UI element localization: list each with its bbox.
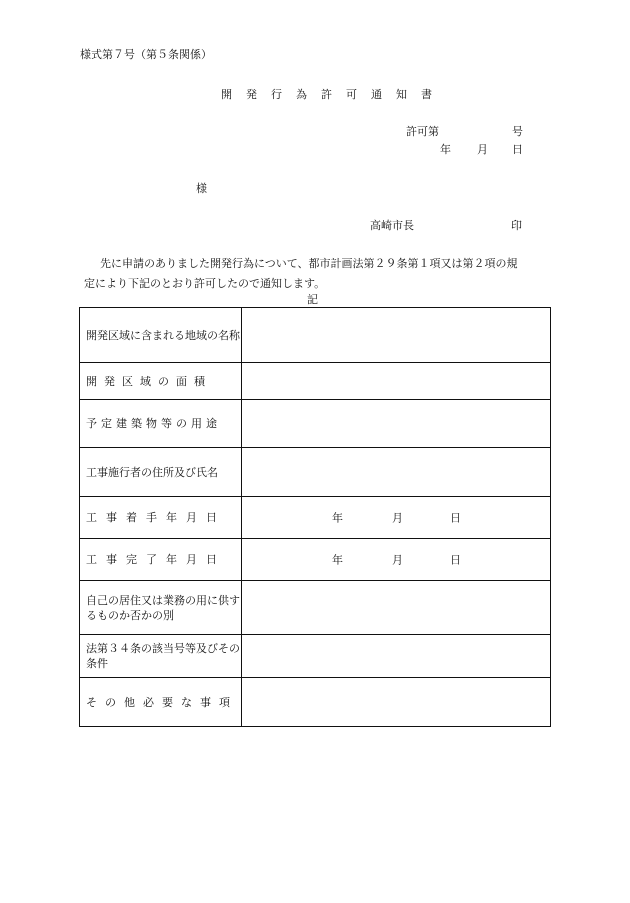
issue-year: 年 [440, 143, 451, 156]
row-value-end-date [242, 539, 551, 581]
addressee-suffix: 様 [196, 182, 207, 195]
row-value-area-size [242, 363, 551, 400]
table-row [80, 308, 551, 363]
ki-heading: 記 [307, 293, 318, 306]
start-month: 月 [392, 511, 403, 524]
end-month: 月 [392, 553, 403, 566]
end-year: 年 [332, 553, 343, 566]
issue-month: 月 [477, 143, 488, 156]
start-day: 日 [450, 511, 461, 524]
table-row [80, 400, 551, 448]
row-label-article-34: 法第３４条の該当号等及びその条件 [80, 635, 242, 678]
notice-body [80, 254, 560, 294]
row-label-area-name: 開発区域に含まれる地域の名称 [80, 308, 242, 363]
row-value-start-date [242, 497, 551, 539]
permit-prefix: 許可 [406, 125, 428, 138]
details-table [79, 307, 551, 727]
row-label-contractor: 工事施行者の住所及び氏名 [80, 448, 242, 497]
table-row [80, 581, 551, 635]
table-row [80, 363, 551, 400]
table-row [80, 539, 551, 581]
table-row [80, 678, 551, 727]
row-value-building-use [242, 400, 551, 448]
permit-go: 号 [512, 125, 523, 138]
form-number: 様式第７号（第５条関係） [80, 48, 212, 61]
row-label-other: その他必要な事項 [80, 678, 242, 727]
row-value-other [242, 678, 551, 727]
row-label-end-date: 工事完了年月日 [80, 539, 242, 581]
row-value-contractor [242, 448, 551, 497]
row-value-area-name [242, 308, 551, 363]
issue-day: 日 [512, 143, 523, 156]
document-title: 開発行為許可通知書 [221, 88, 446, 101]
row-label-self-use: 自己の居住又は業務の用に供するものか否かの別 [80, 581, 242, 635]
table-row [80, 635, 551, 678]
row-label-area-size: 開発区域の面積 [80, 363, 242, 400]
notice-body-line-2: 定により下記のとおり許可したので通知します。 [84, 277, 326, 290]
end-day: 日 [450, 553, 461, 566]
table-row [80, 448, 551, 497]
permit-dai: 第 [428, 125, 439, 138]
row-value-article-34 [242, 635, 551, 678]
row-label-start-date: 工事着手年月日 [80, 497, 242, 539]
notice-body-line-1: 先に申請のありました開発行為について、都市計画法第２９条第１項又は第２項の規 [100, 257, 518, 270]
start-year: 年 [332, 511, 343, 524]
seal-mark: 印 [511, 219, 522, 232]
table-row [80, 497, 551, 539]
row-label-building-use: 予定建築物等の用途 [80, 400, 242, 448]
issuer-name: 高崎市長 [370, 219, 414, 232]
row-value-self-use [242, 581, 551, 635]
